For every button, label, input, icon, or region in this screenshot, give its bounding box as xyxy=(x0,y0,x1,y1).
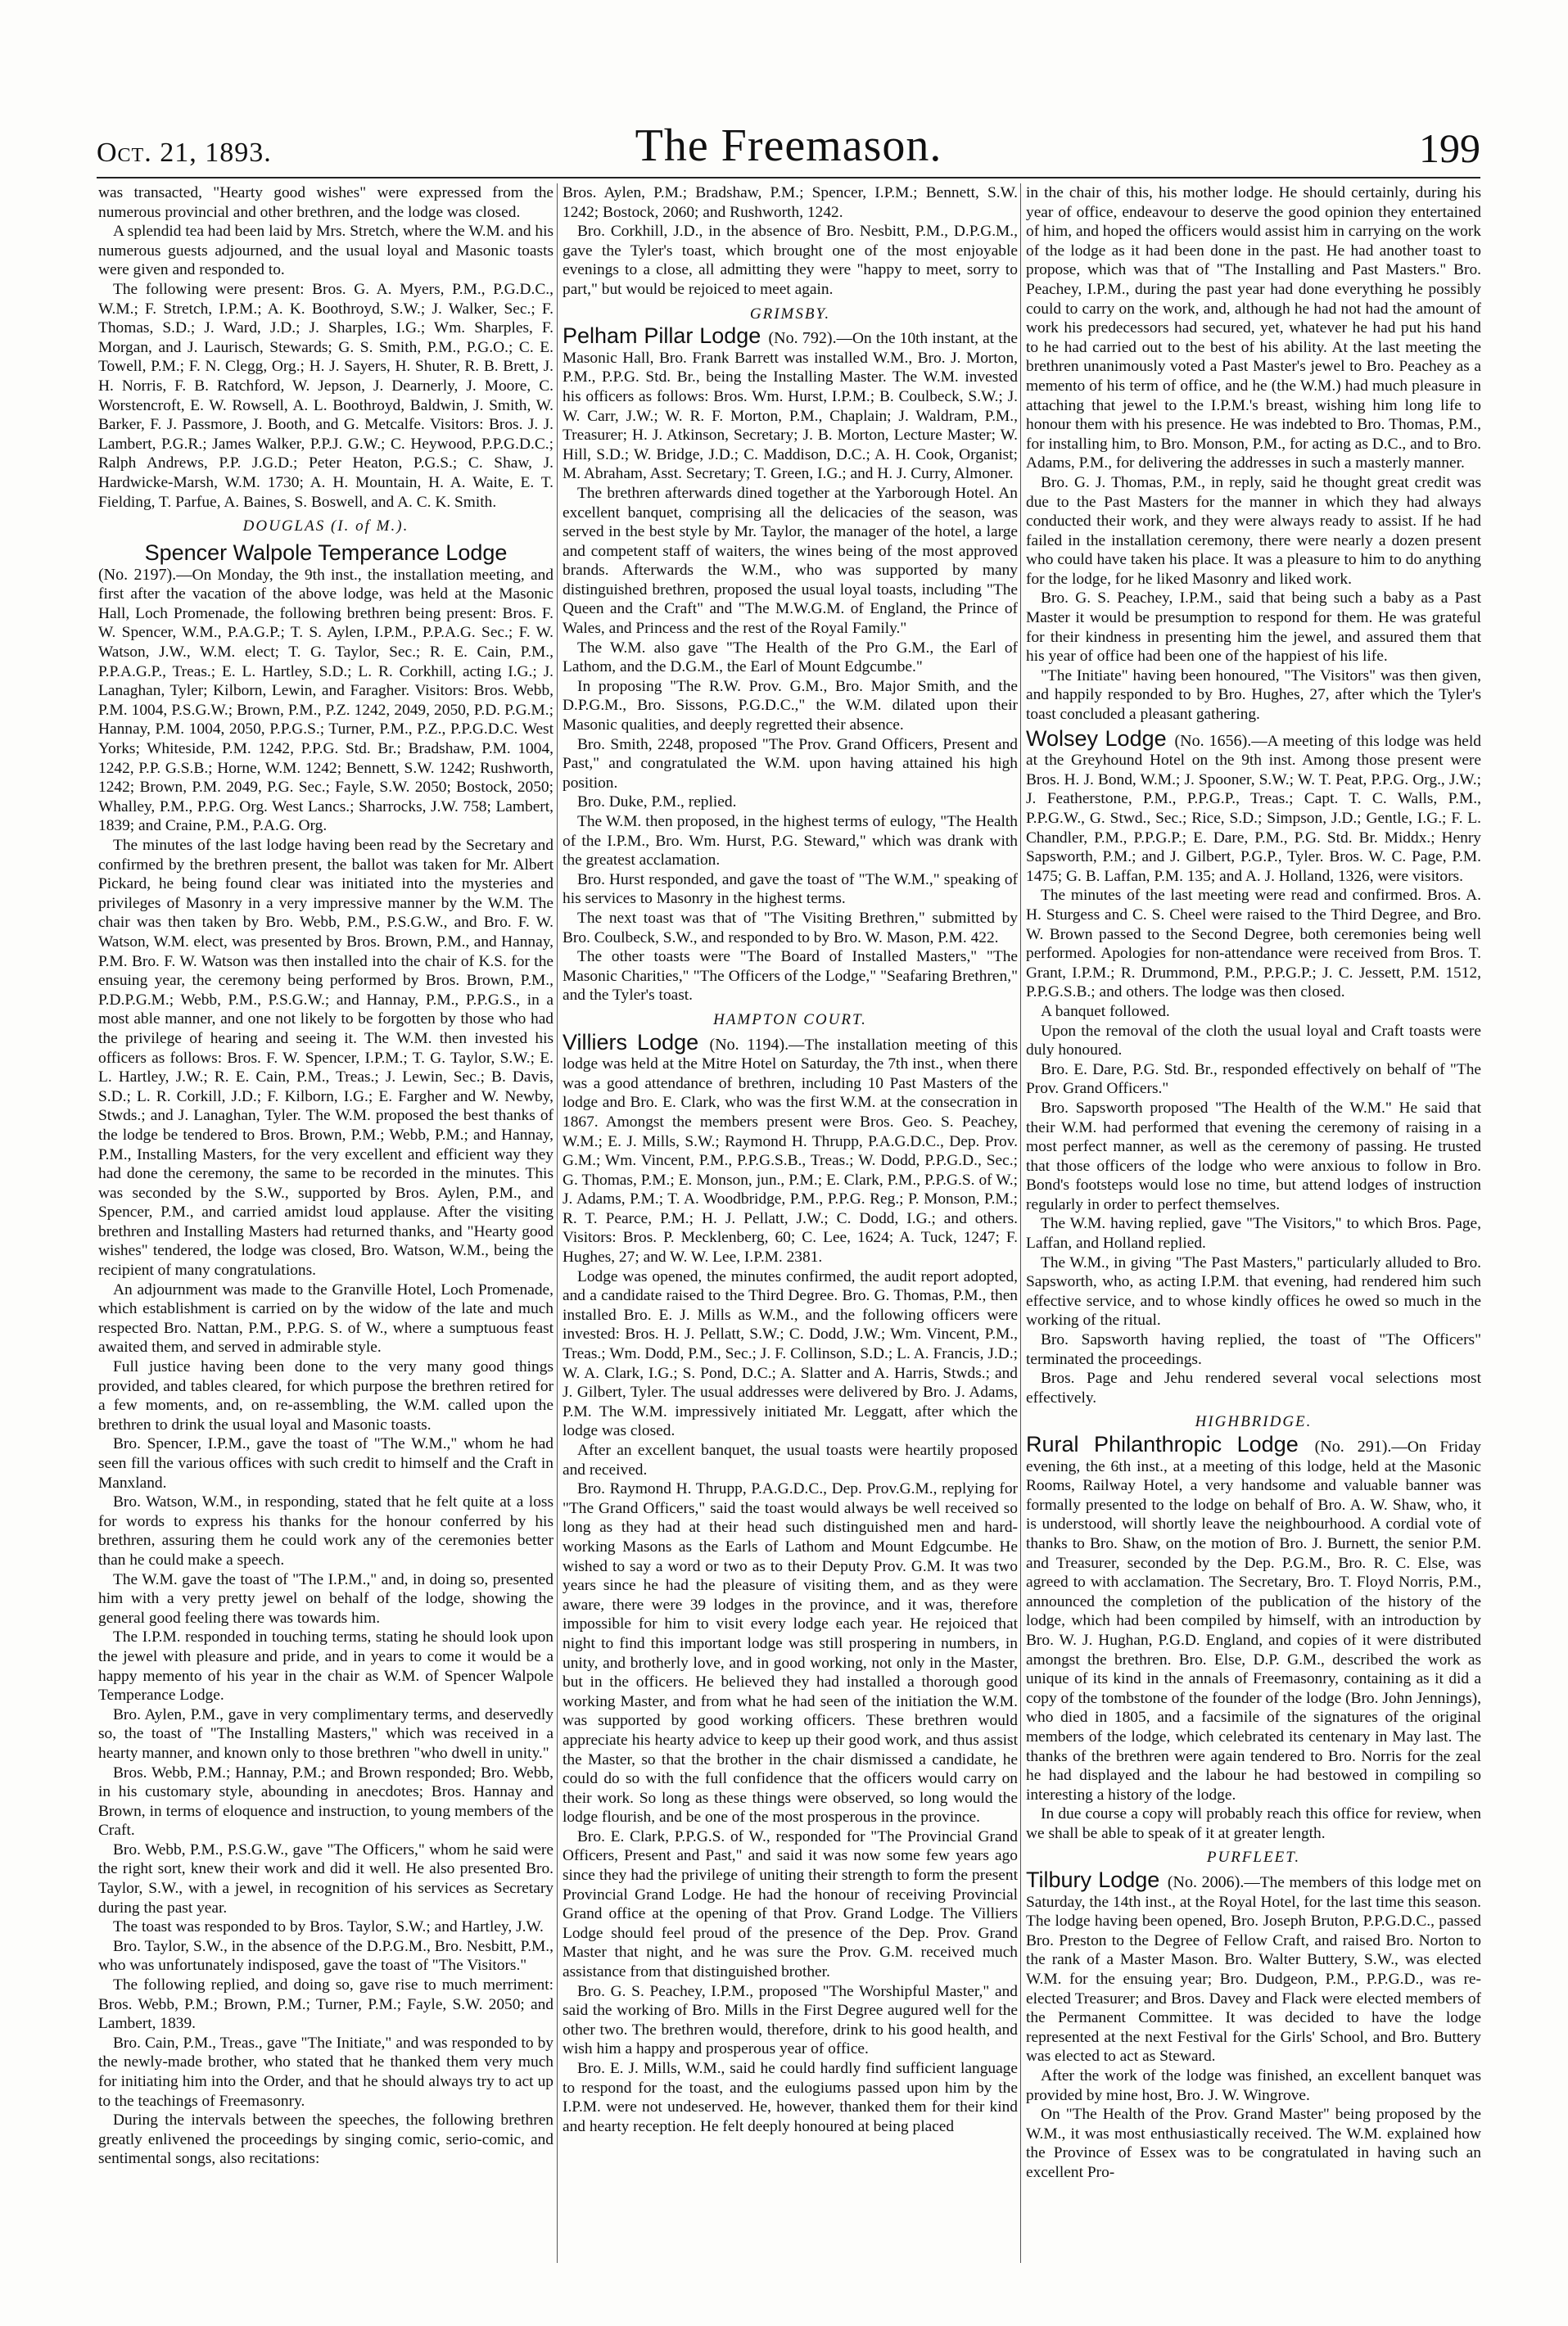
paragraph: The toast was responded to by Bros. Taylor, S.W.; and Hartley, J.W. xyxy=(113,1918,544,1936)
paragraph-text: —On Monday, the 9th inst., the installation meeting, and first after the vacation of the above lodge, was held at the Masonic Hall, Loch Promenade, the following brethren being present: Bros. F. W. Spencer, W.M., P.A.G.P.; T. S. Aylen, I.P.M., P.P.A.G. Sec.; F. W. Watson, J.W., W.M. elect; T. G. Taylor, Sec.; R. E. Cain, P.M., P.P.A.G.P., Treas.; E. L. Hartley, S.D.; L. R. Corkhill, acting I.G.; J. Lanaghan, Tyler; Kilborn, Lewin, and Faragher. Visitors: Bros. Webb, P.M. 1004, P.S.G.W.; Brown, P.M., P.Z. 1242, 2049, 2050, P.D. P.G.M.; Hannay, P.M. 1004, 2050, P.P.G.S.; Turner, P.M., P.Z., P.P.G.D.C. West Yorks; Whiteside, P.M. 1242, P.P.G. Std. Br.; Bradshaw, P.M. 1004, 1242, P.P. G.S.B.; Horne, W.M. 1242; Bennett, S.W. 1242; Rushworth, 1242; Brown, P.M. 2049, P.G. Sec.; Fayle, S.W. 2050; Bostock, 2050; Whalley, P.M., P.P.G. Org. West Lancs.; Sharrocks, J.W. 758; Lambert, 1839; and Craine, P.M., P.A.G. Org. xyxy=(98,566,554,835)
paragraph: "The Initiate" having been honoured, "The Visitors" was then given, and happily responded to by Bro. Hughes, 27, after which the Tyler's toast concluded a pleasant gathering. xyxy=(1026,666,1481,724)
paragraph: Bros. Page and Jehu rendered several vocal selections most effectively. xyxy=(1026,1370,1481,1407)
lodge-number: (No. 2006). xyxy=(1167,1873,1245,1892)
paragraph: After the work of the lodge was finished, an excellent banquet was provided by mine host, Bro. J. W. Wingrove. xyxy=(1026,2067,1481,2104)
paragraph: In proposing "The R.W. Prov. G.M., Bro. Major Smith, and the D.P.G.M., Bro. Sissons, P.G.D.C.," the W.M. dilated upon their Masonic qualities, and deeply regretted their absence. xyxy=(563,677,1018,734)
column-divider xyxy=(1020,183,1021,2263)
paragraph: On "The Health of the Prov. Grand Master" being proposed by the W.M., it was most enthusiastically received. The W.M. explained how the Province of Essex was to be congratulated in having such an excellent Pro- xyxy=(1026,2106,1481,2181)
location-heading: GRIMSBY. xyxy=(749,305,831,323)
paragraph: Bro. G. J. Thomas, P.M., in reply, said he thought great credit was due to the Past Masters for the manner in which they had always conducted their work, and they were always ready to assist. If he had failed in the installation ceremony, there were nearly a dozen present who could have taken his place. It was a pleasure to him to do anything for the lodge, for he liked Masonry and liked work. xyxy=(1026,473,1481,588)
lodge-heading: Tilbury Lodge xyxy=(1026,1868,1160,1893)
lodge-number: (No. 1194). xyxy=(709,1035,789,1054)
paragraph: The brethren afterwards dined together at the Yarborough Hotel. An excellent banquet, comprising all the delicacies of the season, was served in the best style by Mr. Taylor, the manager of the hotel, a large and competent staff of waiters, the wines being of the most approved brands. Afterwards the W.M., who was supported by many distinguished brethren, proposed the usual loyal toasts, including "The Queen and the Craft" and "The M.W.G.M. of England, the Prince of Wales, and Princess and the rest of the Royal Family." xyxy=(563,484,1018,638)
paragraph: Bro. Corkhill, J.D., in the absence of Bro. Nesbitt, P.M., D.P.G.M., gave the Tyler's toast, which brought one of the most enjoyable evenings to a close, all admitting they were "happy to meet, sorry to part," but would be rejoiced to meet again. xyxy=(563,223,1018,298)
column-2 xyxy=(563,183,1018,2279)
column-1 xyxy=(98,183,554,2279)
paragraph: was transacted, "Hearty good wishes" were expressed from the numerous provincial and other brethren, and the lodge was closed. xyxy=(98,184,554,221)
paragraph-text: —The members of this lodge met on Saturday, the 14th inst., at the Royal Hotel, for the last time this season. The lodge having been opened, Bro. Joseph Bruton, P.P.G.D.C., passed Bro. Preston to the Degree of Fellow Craft, and raised Bro. Norton to the rank of a Master Mason. Bro. Walter Buttery, S.W., was elected W.M. for the ensuing year; Bro. Dudgeon, P.M., P.P.G.D., was re-elected Treasurer; and Bros. Davey and Flack were elected members of the Permanent Committee. It was decided to have the lodge represented at the next Festival for the Girls' School, and Bro. Buttery was elected to act as Steward. xyxy=(1026,1874,1481,2066)
paragraph: Bro. E. Dare, P.G. Std. Br., responded effectively on behalf of "The Prov. Grand Officers." xyxy=(1026,1060,1481,1098)
paragraph: Lodge was opened, the minutes confirmed, the audit report adopted, and a candidate raised to the Third Degree. Bro. G. Thomas, P.M., then installed Bro. E. J. Mills as W.M., and the following officers were invested: Bros. H. J. Pellatt, S.W.; C. Dodd, J.W.; Wm. Vincent, P.M., Treas.; Wm. Dodd, P.M., Sec.; J. F. Collinson, S.D.; L. A. Francis, J.D.; W. A. Clark, I.G.; S. Pond, D.C.; A. Slatter and A. Harris, Stwds.; and J. Gilbert, Tyler. The usual addresses were delivered by Bro. J. Adams, P.M. The W.M. impressively initiated Mr. Leggatt, after which the lodge was closed. xyxy=(563,1267,1018,1440)
paragraph: Bro. Webb, P.M., P.S.G.W., gave "The Officers," whom he said were the right sort, knew their work and did it well. He also presented Bro. Taylor, S.W., with a jewel, in recognition of his services as Secretary during the past year. xyxy=(98,1840,554,1917)
paragraph: Bro. Sapsworth having replied, the toast of "The Officers" terminated the proceedings. xyxy=(1026,1331,1481,1368)
paragraph: During the intervals between the speeches, the following brethren greatly enlivened the proceedings by singing comic, serio-comic, and sentimental songs, also recitations: xyxy=(98,2111,554,2168)
paragraph: Bro. G. S. Peachey, I.P.M., proposed "The Worshipful Master," and said the working of Bro. Mills in the First Degree augured well for the other two. The brethren would, therefore, drink to his good health, and wish him a happy and prosperous year of office. xyxy=(563,1982,1018,2058)
paragraph: In due course a copy will probably reach this office for review, when we shall be able to speak of it at greater length. xyxy=(1026,1805,1481,1842)
paragraph-text: —On the 10th instant, at the Masonic Hall, Bro. Frank Barrett was installed W.M., Bro. J. Morton, P.M., P.P.G. Std. Br., being the Installing Master. The W.M. invested his officers as follows: Bros. Wm. Hurst, I.P.M.; B. Coulbeck, S.W.; J. W. Carr, J.W.; W. R. F. Morton, P.M., Chaplain; J. Waldram, P.M., Treasurer; H. J. Atkinson, Secretary; J. B. Morton, Lecture Master; W. Hill, S.D.; W. Bridge, J.D.; C. Maddison, D.C.; A. H. Cook, Organist; M. Abraham, Asst. Secretary; T. Green, I.G.; and H. J. Curry, Almoner. xyxy=(563,330,1018,483)
location-heading: PURFLEET. xyxy=(1206,1849,1301,1867)
paragraph: Bro. E. Clark, P.P.G.S. of W., responded for "The Provincial Grand Officers, Present and Past," and said it was now some few years ago since they had the privilege of uniting their strength to form the present Provincial Grand Lodge. He had the honour of receiving Provincial Grand office at the opening of that Prov. Grand Lodge. The Villiers Lodge should feel proud of the presence of the Dep. Prov. Grand Master that night, and he was sure the Prov. G.M. received much assistance from that distinguished brother. xyxy=(563,1827,1018,1981)
paragraph: Bro. Raymond H. Thrupp, P.A.G.D.C., Dep. Prov.G.M., replying for "The Grand Officers," said the toast would always be well received so long as they had at their head such distinguished men and hard-working Masons as the Earls of Lathom and Mount Edgcumbe. He wished to say a word or two as to their Deputy Prov. G.M. It was two years since he had the pleasure of visiting them, and as they were aware, there were 39 lodges in the province, and it was, therefore impossible for him to visit every lodge each year. He rejoiced that night to find this important lodge was still prospering in numbers, in unity, and brotherly love, and in good working, not only in the Master, but in the officers. He believed they had installed a thorough good working Master, and from what he had seen of the initiation the W.M. was supported by good working officers. These brethren would appreciate his hearty advice to keep up their good work, and thus assist the Master, so that the brother in the chair dismissed a candidate, he could do so with the full confidence that the officers would carry on their work. So long as these things were observed, so long would the lodge flourish, and be one of the most prosperous in the province. xyxy=(563,1480,1018,1827)
column-divider xyxy=(557,183,558,2263)
paragraph: Full justice having been done to the very many good things provided, and tables cleared, for which purpose the brethren retired for a few moments, and, on re-assembling, the W.M. called upon the brethren to drink the usual loyal and Masonic toasts. xyxy=(98,1358,554,1434)
paragraph: The following were present: Bros. G. A. Myers, P.M., P.G.D.C., W.M.; F. Stretch, I.P.M.; A. K. Boothroyd, S.W.; J. Walker, Sec.; F. Thomas, S.D.; J. Ward, J.D.; J. Sharples, I.G.; Wm. Sharples, F. Morgan, and J. Laurisch, Stewards; G. S. Smith, P.M., P.G.O.; C. E. Towell, P.M.; F. N. Clegg, Org.; H. J. Sayers, H. Shuter, R. B. Brett, J. H. Norris, F. B. Ratchford, W. Jepson, J. Dearnerly, J. Moore, C. Worstencroft, E. W. Rowsell, A. L. Boothroyd, Baldwin, J. Smith, W. Barker, F. J. Passmore, J. Booth, and G. Metcalfe. Visitors: Bros. J. J. Lambert, P.G.R.; James Walker, P.P.J. G.W.; C. Heywood, P.P.G.D.C.; Ralph Andrews, P.P. J.G.D.; Peter Heaton, P.G.S.; C. Shaw, J. Hardwicke-Marsh, W.M. 1730; A. H. Mountain, H. A. Waite, E. T. Fielding, T. Parfue, A. Baines, S. Boswell, and A. C. K. Smith. xyxy=(98,280,554,511)
header-rule xyxy=(97,177,1480,178)
location-heading: HAMPTON COURT. xyxy=(713,1010,867,1028)
paragraph: The minutes of the last meeting were read and confirmed. Bros. A. H. Sturgess and C. S. Cheel were raised to the Third Degree, and Bro. W. Brown passed to the Second Degree, both ceremonies being well performed. Apologies for non-attendance were received from Bros. T. Grant, I.P.M.; R. Drummond, P.M., P.P.G.P.; J. C. Jessett, P.M. 1512, P.P.G.S.B.; and others. The lodge was then closed. xyxy=(1026,887,1481,1001)
paragraph: The minutes of the last lodge having been read by the Secretary and confirmed by the brethren present, the ballot was taken for Mr. Albert Pickard, he being found clear was initiated into the mysteries and privileges of Masonry in a very impressive manner by the W.M. The chair was then taken by Bro. Webb, P.M., P.S.G.W., and Bro. F. W. Watson, W.M. elect, was presented by Bros. Brown, P.M., and Hannay, P.M. Bro. F. W. Watson was then installed into the chair of K.S. for the ensuing year, the ceremony being performed by Bros. Brown, P.M., P.D.P.G.M.; Webb, P.M., P.S.G.W.; and Hannay, P.M., P.P.G.S., in a most able manner, and one not likely to be forgotten by those who had the privilege of hearing and seeing it. The W.M. then invested his officers as follows: Bros. F. W. Spencer, I.P.M.; T. G. Taylor, S.W.; E. L. Hartley, J.W.; R. E. Cain, P.M., Treas.; J. Lewin, Sec.; B. Davis, S.D.; L. R. Corkill, J.D.; F. Kilborn, I.G.; E. Fargher and W. Newby, Stwds.; and J. Lanaghan, Tyler. The W.M. proposed the best thanks of the lodge be tendered to Bros. Brown, P.M.; Webb, P.M.; and Hannay, P.M., Installing Masters, for the very excellent and efficient way they had done the ceremony, the same to be recorded in the minutes. This was seconded by the S.W., supported by Bros. Aylen, P.M., and Spencer, P.M., and carried amidst loud applause. After the visiting brethren and Installing Masters had returned thanks, and "Hearty good wishes" tendered, the lodge was closed, Bro. Watson, W.M., being the recipient of many congratulations. xyxy=(98,837,554,1280)
paragraph xyxy=(1026,725,1481,887)
paragraph-text: —The installation meeting of this lodge was held at the Mitre Hotel on Saturday, the 7th inst., when there was a good attendance of brethren, including 10 Past Masters of the lodge and Bro. E. Clark, who was the first W.M. at the consecration in 1867. Amongst the members present were Bros. Geo. S. Peachey, W.M.; E. J. Mills, S.W.; Raymond H. Thrupp, P.A.G.D.C., Dep. Prov. G.M.; Wm. Vincent, P.M., P.P.G.S.B., Treas.; W. Dodd, P.P.G.D., Sec.; G. Thomas, P.M.; E. Monson, jun., P.M.; E. Clark, P.M., P.P.G.S. of W.; J. Adams, P.M.; T. A. Woodbridge, P.M., P.P.G. Reg.; P. Monson, P.M.; R. T. Pearce, P.M.; H. J. Pellatt, J.W.; C. Dodd, I.G.; and others. Visitors: Bros. P. Mecklenberg, 60; C. Lee, 1624; A. Tuck, 1247; F. Hughes, 27; and W. W. Lee, I.P.M. 2381. xyxy=(563,1036,1018,1267)
paragraph: in the chair of this, his mother lodge. He should certainly, during his year of office, endeavour to deserve the good opinion they entertained of him, and hoped the officers would assist him in carrying on the work of the lodge as it had been done in the past. He had another toast to propose, which was that of "The Installing and Past Masters." Bro. Peachey, I.P.M., during the past year had done everything he possibly could to carry on the work, and, although he had not had the amount of work his predecessors had secured, yet, whatever he had put his hand to he had carried out to the best of his ability. At the last meeting the brethren unanimously voted a Past Master's jewel to Bro. Peachey as a memento of his term of office, and he (the W.M.) had much pleasure in attaching that jewel to the I.P.M.'s breast, wishing him long life to honour them with his presence. He was indebted to Bro. Thomas, P.M., for installing him, to Bro. Monson, P.M., for acting as D.C., and to Bro. Adams, P.M., for delivering the addresses in such a masterly manner. xyxy=(1026,184,1481,472)
paragraph: The I.P.M. responded in touching terms, stating he should look upon the jewel with pleasure and pride, and in years to come it would be a happy memento of his year in the chair as W.M. of Spencer Walpole Temperance Lodge. xyxy=(98,1628,554,1705)
paragraph: Bro. G. S. Peachey, I.P.M., said that being such a baby as a Past Master it would be presumption to respond for them. He was grateful for their kindness in presenting him the jewel, and assured them that his year of office had been one of the happiest of his life. xyxy=(1026,589,1481,666)
paragraph-text: —A meeting of this lodge was held at the Greyhound Hotel on the 9th inst. Among those present were Bros. H. J. Bond, W.M.; J. Spooner, S.W.; W. T. Peat, P.P.G. Org., J.W.; J. Featherstone, P.M., P.P.G.P., Treas.; Capt. T. C. Walls, P.M., P.P.G.W., G. Stwd., Sec.; Rice, S.D.; Simpson, J.D.; Gentle, I.G.; F. L. Chandler, P.M., P.P.G.P.; E. Dare, P.M., P.G. Std. Br. Middx.; Henry Sapsworth, P.M.; and J. Gilbert, P.G.P., Tyler. Bros. W. C. Page, P.M. 1475; G. B. Laffan, P.M. 135; and A. J. Holland, 1326, were visitors. xyxy=(1026,732,1481,885)
paragraph: Bro. Cain, P.M., Treas., gave "The Initiate," and was responded to by the newly-made brother, who stated that he thanked them very much for initiating him into the Order, and that he should always try to act up to the teachings of Freemasonry. xyxy=(98,2034,554,2110)
paragraph: Bro. Spencer, I.P.M., gave the toast of "The W.M.," whom he had seen fill the various offices with such credit to himself and the Craft in Manxland. xyxy=(98,1435,554,1492)
paragraph: The W.M. also gave "The Health of the Pro G.M., the Earl of Lathom, and the D.G.M., the Earl of Mount Edgcumbe." xyxy=(563,639,1018,676)
paragraph-text: —On Friday evening, the 6th inst., at a meeting of this lodge, held at the Masonic Rooms, Railway Hotel, a very handsome and valuable banner was formally presented to the lodge on behalf of Bro. A. W. Shaw, who, it is understood, will shortly leave the neighbourhood. A cordial vote of thanks to Bro. Shaw, on the motion of Bro. J. Burnett, the senior P.M. and Treasurer, seconded by the Dep. P.G.M., Bro. R. C. Else, was agreed to with acclamation. The Secretary, Bro. T. Floyd Norris, P.M., announced the completion of the publication of the history of the lodge, which had been compiled by himself, with an introduction by Bro. W. J. Hughan, P.G.D. England, and copies of it were distributed amongst the brethren. Bro. Else, D.P. G.M., described the work as unique of its kind in the annals of Freemasonry, containing as it did a copy of the tombstone of the founder of the lodge (Bro. John Jennings), who died in 1805, and a facsimile of the signatures of the original members of the lodge, which celebrated its centenary in May last. The thanks of the brethren were again tendered to Bro. Norris for the zeal he had displayed and the labour he had bestowed in compiling so interesting a history of the lodge. xyxy=(1026,1439,1481,1804)
paragraph: Bros. Aylen, P.M.; Bradshaw, P.M.; Spencer, I.P.M.; Bennett, S.W. 1242; Bostock, 2060; and Rushworth, 1242. xyxy=(563,184,1018,221)
lodge-heading: Spencer Walpole Temperance Lodge xyxy=(144,540,508,565)
paragraph: Bro. Watson, W.M., in responding, stated that he felt quite at a loss for words to express his thanks for the honour conferred by his brethren, assuring them he could work any of the ceremonies better than he could make a speech. xyxy=(98,1493,554,1569)
paragraph: Bro. Duke, P.M., replied. xyxy=(577,793,737,811)
paragraph xyxy=(98,566,554,836)
paragraph: An adjournment was made to the Granville Hotel, Loch Promenade, which establishment is carried on by the widow of the late and much respected Bro. Nattan, P.M., P.P.G. S. of W., where a sumptuous feast awaited them, and served in admirable style. xyxy=(98,1280,554,1357)
paragraph xyxy=(1026,1432,1481,1804)
paragraph xyxy=(563,1029,1018,1267)
paragraph: Bro. Smith, 2248, proposed "The Prov. Grand Officers, Present and Past," and congratulated the W.M. upon having attained his high position. xyxy=(563,735,1018,792)
paragraph: The other toasts were "The Board of Installed Masters," "The Masonic Charities," "The Officers of the Lodge," "Seafaring Brethren," and the Tyler's toast. xyxy=(563,948,1018,1005)
location-heading: DOUGLAS (I. of M.). xyxy=(242,517,409,535)
paragraph: The W.M., in giving "The Past Masters," particularly alluded to Bro. Sapsworth, who, as acting I.P.M. that evening, had rendered him such effective service, and to whose kindly offices he owed so much in the working of the ritual. xyxy=(1026,1253,1481,1330)
paragraph: The following replied, and doing so, gave rise to much merriment: Bros. Webb, P.M.; Brown, P.M.; Turner, P.M.; Fayle, S.W. 2050; and Lambert, 1839. xyxy=(98,1976,554,2033)
paragraph: The W.M. having replied, gave "The Visitors," to which Bros. Page, Laffan, and Holland replied. xyxy=(1026,1215,1481,1253)
lodge-heading: Rural Philanthropic Lodge xyxy=(1026,1432,1299,1457)
page-number: 199 xyxy=(1419,125,1480,171)
paragraph: After an excellent banquet, the usual toasts were heartily proposed and received. xyxy=(563,1442,1018,1479)
paragraph: Bro. Hurst responded, and gave the toast of "The W.M.," speaking of his services to Masonry in the highest terms. xyxy=(563,870,1018,908)
paragraph: Bro. E. J. Mills, W.M., said he could hardly find sufficient language to respond for the toast, and the eulogiums passed upon him by the I.P.M. were not undeserved. He, however, thanked them for their kind and hearty reception. He felt deeply honoured at being placed xyxy=(563,2060,1018,2135)
lodge-number: (No. 1656). xyxy=(1174,731,1252,750)
paragraph: Bros. Webb, P.M.; Hannay, P.M.; and Brown responded; Bro. Webb, in his customary style, abounding in anecdotes; Bros. Hannay and Brown, in terms of eloquence and instruction, to young members of the Craft. xyxy=(98,1764,554,1840)
paragraph: The next toast was that of "The Visiting Brethren," submitted by Bro. Coulbeck, S.W., and responded to by Bro. W. Mason, P.M. 422. xyxy=(563,909,1018,946)
lodge-heading: Pelham Pillar Lodge xyxy=(563,323,761,349)
paragraph: A banquet followed. xyxy=(1041,1002,1170,1020)
lodge-number: (No. 792). xyxy=(768,329,837,348)
paragraph: The W.M. gave the toast of "The I.P.M.," and, in doing so, presented him with a very pretty jewel on behalf of the lodge, showing the general good feeling there was towards him. xyxy=(98,1570,554,1627)
page-header xyxy=(97,120,1480,172)
issue-date: Oct. 21, 1893. xyxy=(97,138,272,168)
paragraph: Upon the removal of the cloth the usual loyal and Craft toasts were duly honoured. xyxy=(1026,1022,1481,1059)
paragraph: Bro. Sapsworth proposed "The Health of the W.M." He said that their W.M. had performed that evening the ceremony of raising in a most perfect manner, as well as the ceremony of passing. He trusted that those officers of the lodge who were anxious to follow in Bro. Bond's footsteps would lose no time, but attend lodges of instruction regularly in order to perfect themselves. xyxy=(1026,1099,1481,1213)
lodge-number: (No. 2197). xyxy=(98,565,177,584)
column-3 xyxy=(1026,183,1481,2279)
paragraph: The W.M. then proposed, in the highest terms of eulogy, "The Health of the I.P.M., Bro. Wm. Hurst, P.G. Steward," which was drank with the greatest acclamation. xyxy=(563,813,1018,869)
lodge-number: (No. 291). xyxy=(1314,1438,1392,1456)
location-heading: HIGHBRIDGE. xyxy=(1195,1413,1313,1431)
lodge-heading: Wolsey Lodge xyxy=(1026,725,1167,751)
paragraph: Bro. Taylor, S.W., in the absence of the D.P.G.M., Bro. Nesbitt, P.M., who was unfortunately indisposed, gave the toast of "The Visitors." xyxy=(98,1937,554,1975)
paragraph: A splendid tea had been laid by Mrs. Stretch, where the W.M. and his numerous guests adjourned, and the usual loyal and Masonic toasts were given and responded to. xyxy=(98,223,554,279)
paragraph: Bro. Aylen, P.M., gave in very complimentary terms, and deservedly so, the toast of "The Installing Masters," which was received in a hearty manner, and known only to those brethren "who dwell in unity." xyxy=(98,1705,554,1762)
masthead-title: The Freemason. xyxy=(635,120,942,171)
lodge-heading: Villiers Lodge xyxy=(563,1029,699,1055)
paragraph xyxy=(563,323,1018,484)
paragraph xyxy=(1026,1868,1481,2066)
